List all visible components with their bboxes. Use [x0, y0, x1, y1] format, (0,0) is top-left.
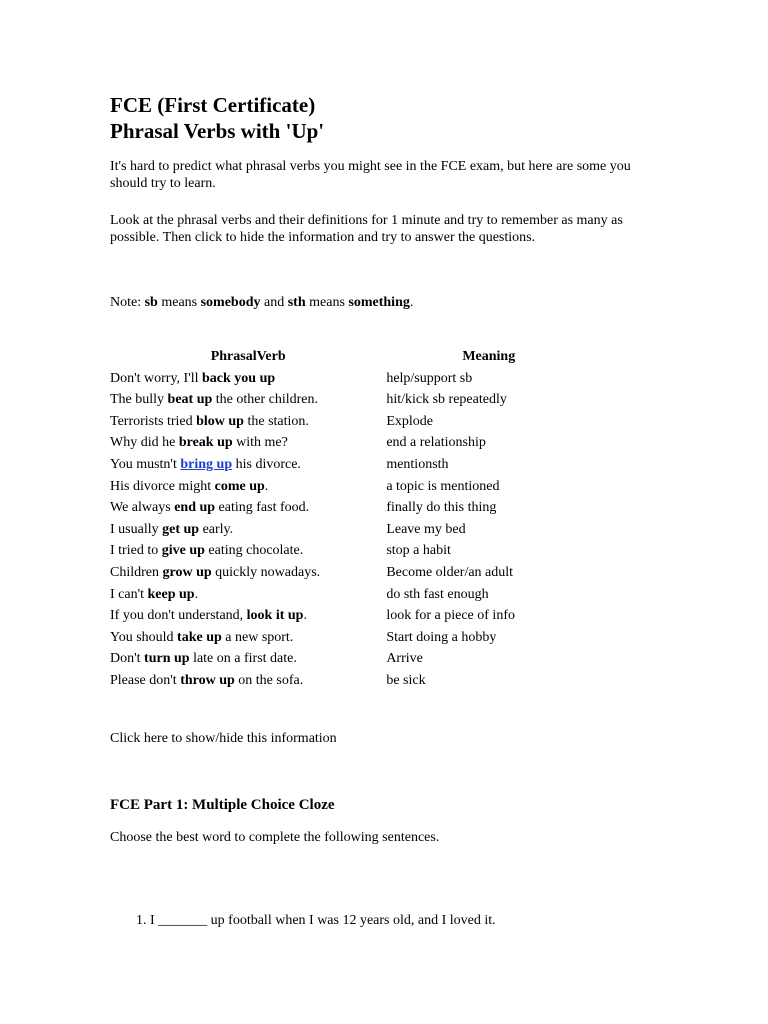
meaning-cell: do sth fast enough — [386, 586, 489, 602]
note-sth: sth — [287, 295, 306, 310]
meaning-cell: a topic is mentioned — [386, 478, 500, 494]
meaning-cell: Leave my bed — [386, 521, 466, 537]
sentence-pre: I usually — [110, 521, 163, 537]
phrasal-verb: break up — [178, 435, 233, 451]
sentence-pre: I can't — [110, 586, 148, 602]
sentence-pre: Why did he — [110, 435, 179, 451]
example-sentence-cell — [110, 648, 386, 670]
sentence-pre: Children — [110, 564, 163, 580]
phrasal-verb: get up — [162, 521, 200, 537]
phrasal-verb: grow up — [162, 564, 212, 580]
sentence-post: a new sport. — [221, 629, 294, 645]
example-sentence-cell — [110, 519, 386, 541]
note-sb: sb — [144, 295, 158, 310]
table-row — [110, 389, 590, 411]
title-line-1: FCE (First Certificate) — [110, 93, 316, 117]
meaning-cell: Explode — [386, 413, 433, 429]
sentence-post: with me? — [232, 435, 288, 451]
table-row — [110, 627, 590, 649]
sentence-pre: Don't — [110, 651, 145, 667]
phrasal-verb: turn up — [144, 651, 190, 667]
table-row — [110, 562, 590, 584]
sentence-pre: We always — [110, 500, 175, 516]
sentence-pre: If you don't understand, — [110, 608, 247, 624]
meaning-cell: stop a habit — [386, 543, 451, 559]
sentence-post: quickly nowadays. — [211, 564, 321, 580]
phrasal-verbs-table — [110, 346, 590, 692]
example-sentence-cell — [110, 605, 386, 627]
show-hide-toggle-link[interactable]: Click here to show/hide this information — [110, 730, 337, 746]
example-sentence-cell — [110, 627, 386, 649]
choose-instructions: Choose the best word to complete the following sentences. — [110, 829, 440, 845]
example-sentence-cell — [110, 497, 386, 519]
table-row — [110, 605, 590, 627]
sentence-pre: The bully — [110, 392, 168, 408]
table-row — [110, 648, 590, 670]
sentence-pre: You should — [110, 629, 178, 645]
meaning-cell: Start doing a hobby — [386, 629, 497, 645]
sentence-post: eating fast food. — [215, 500, 310, 516]
example-sentence-cell — [110, 476, 386, 498]
header-phrasal-verb: PhrasalVerb — [210, 349, 286, 364]
sentence-post: eating chocolate. — [204, 543, 304, 559]
sentence-post: early. — [199, 521, 234, 537]
table-body — [110, 368, 590, 692]
table-row — [110, 497, 590, 519]
meaning-cell: help/support sb — [386, 370, 473, 386]
sentence-pre: You mustn't — [110, 456, 181, 472]
table-row — [110, 476, 590, 498]
sentence-pre: Don't worry, I'll — [110, 370, 203, 386]
note-something: something — [348, 295, 410, 310]
question-list — [110, 912, 670, 929]
phrasal-verb: come up — [214, 478, 265, 494]
example-sentence-cell — [110, 368, 386, 390]
sentence-post: the other children. — [212, 392, 319, 408]
sentence-pre: His divorce might — [110, 478, 215, 494]
sentence-post: his divorce. — [232, 456, 301, 472]
sentence-post: on the sofa. — [234, 672, 304, 688]
phrasal-verb-link[interactable]: bring up — [180, 456, 233, 472]
example-sentence-cell — [110, 562, 386, 584]
document-page — [110, 92, 670, 929]
note-means-1: means — [157, 295, 201, 310]
note-and: and — [260, 295, 288, 310]
table-row — [110, 670, 590, 692]
example-sentence-cell — [110, 540, 386, 562]
instructions-paragraph: Look at the phrasal verbs and their definitions for 1 minute and try to remember as many as possible. Then click to hide the information and try to answer the questions. — [110, 213, 623, 245]
table-row — [110, 368, 590, 390]
meaning-cell: look for a piece of info — [386, 608, 515, 624]
question-item: 1. I _______ up football when I was 12 years old, and I loved it. — [150, 912, 670, 929]
table-row — [110, 519, 590, 541]
table-row — [110, 540, 590, 562]
header-meaning: Meaning — [462, 349, 516, 364]
sentence-pre: Terrorists tried — [110, 413, 197, 429]
sentence-pre: Please don't — [110, 672, 181, 688]
title-line-2: Phrasal Verbs with 'Up' — [110, 119, 325, 143]
table-row — [110, 411, 590, 433]
sentence-post: the station. — [243, 413, 309, 429]
example-sentence-cell — [110, 670, 386, 692]
sentence-pre: I tried to — [110, 543, 162, 559]
meaning-cell: Arrive — [386, 651, 423, 667]
meaning-cell: finally do this thing — [386, 500, 497, 516]
phrasal-verb: back you up — [202, 370, 276, 386]
example-sentence-cell — [110, 389, 386, 411]
phrasal-verb: look it up — [246, 608, 304, 624]
meaning-cell: end a relationship — [386, 435, 486, 451]
phrasal-verb: throw up — [180, 672, 235, 688]
table-row — [110, 432, 590, 454]
note-prefix: Note: — [110, 295, 145, 310]
table-row — [110, 584, 590, 606]
phrasal-verb: take up — [177, 629, 222, 645]
section-heading: FCE Part 1: Multiple Choice Cloze — [110, 796, 335, 813]
meaning-cell: Become older/an adult — [386, 564, 514, 580]
page-title — [110, 92, 670, 144]
meaning-cell: mentionsth — [386, 456, 449, 472]
note-paragraph — [110, 294, 670, 311]
phrasal-verb: beat up — [167, 392, 213, 408]
table-header-row — [110, 346, 590, 368]
phrasal-verb: end up — [174, 500, 216, 516]
example-sentence-cell — [110, 584, 386, 606]
table-row — [110, 454, 590, 476]
meaning-cell: be sick — [386, 672, 426, 688]
note-means-2: means — [305, 295, 349, 310]
sentence-post: . — [303, 608, 307, 624]
meaning-cell: hit/kick sb repeatedly — [386, 392, 507, 408]
sentence-post: late on a first date. — [189, 651, 297, 667]
phrasal-verb: give up — [161, 543, 205, 559]
sentence-post: . — [194, 586, 199, 602]
note-end: . — [409, 295, 414, 310]
note-somebody: somebody — [200, 295, 261, 310]
example-sentence-cell — [110, 432, 386, 454]
sentence-post: . — [264, 478, 269, 494]
phrasal-verb: keep up — [147, 586, 195, 602]
intro-paragraph: It's hard to predict what phrasal verbs you might see in the FCE exam, but here are some you should try to learn. — [110, 159, 631, 191]
example-sentence-cell — [110, 411, 386, 433]
phrasal-verb: blow up — [196, 413, 244, 429]
example-sentence-cell — [110, 454, 386, 476]
